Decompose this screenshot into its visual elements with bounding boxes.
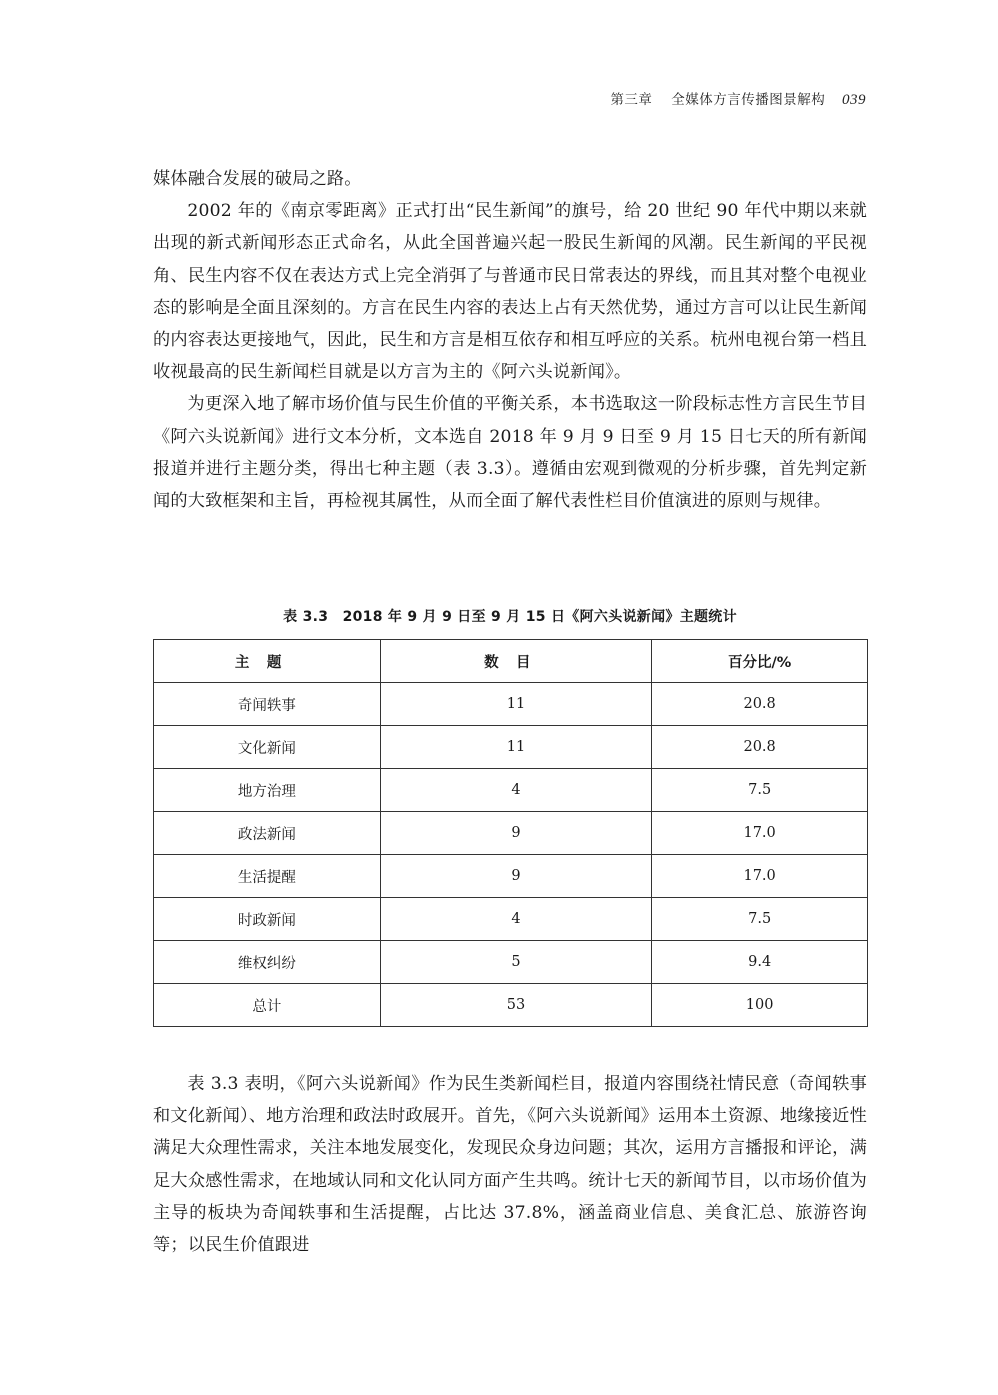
cell-topic: 时政新闻 — [154, 898, 381, 941]
cell-topic: 总计 — [154, 984, 381, 1027]
cell-count: 11 — [380, 726, 652, 769]
chapter-label: 第三章 — [610, 92, 653, 108]
table-header-row — [154, 640, 868, 683]
table-row — [154, 683, 868, 726]
cell-percent: 20.8 — [652, 726, 868, 769]
cell-count: 4 — [380, 898, 652, 941]
cell-topic: 政法新闻 — [154, 812, 381, 855]
header-percent: 百分比/% — [652, 640, 868, 683]
cell-count: 4 — [380, 769, 652, 812]
topic-statistics-table — [153, 639, 868, 1027]
body-text-before-table — [153, 163, 867, 517]
cell-percent: 17.0 — [652, 855, 868, 898]
header-count: 数目 — [380, 640, 652, 683]
cell-topic: 维权纠纷 — [154, 941, 381, 984]
paragraph: 为更深入地了解市场价值与民生价值的平衡关系，本书选取这一阶段标志性方言民生节目《阿六头说新闻》进行文本分析，文本选自 2018 年 9 月 9 日至 9 月 15 日七天的所有新闻报道并进行主题分类，得出七种主题（表 3.3）。遵循由宏观到微观的分析步骤，首先判定新闻的大致框架和主旨，再检视其属性，从而全面了解代表性栏目价值演进的原则与规律。 — [153, 394, 867, 512]
cell-percent: 7.5 — [652, 898, 868, 941]
table-row — [154, 769, 868, 812]
paragraph: 媒体融合发展的破局之路。 — [153, 169, 362, 189]
cell-count: 11 — [380, 683, 652, 726]
cell-percent: 7.5 — [652, 769, 868, 812]
cell-percent: 100 — [652, 984, 868, 1027]
cell-count: 9 — [380, 812, 652, 855]
cell-topic: 文化新闻 — [154, 726, 381, 769]
cell-count: 5 — [380, 941, 652, 984]
table-caption: 表 3.3 2018 年 9 月 9 日至 9 月 15 日《阿六头说新闻》主题统计 — [283, 609, 737, 625]
page-number: 039 — [842, 92, 866, 108]
table-row — [154, 812, 868, 855]
table-row — [154, 941, 868, 984]
cell-percent: 9.4 — [652, 941, 868, 984]
chapter-title: 全媒体方言传播图景解构 — [671, 92, 826, 108]
table-row — [154, 726, 868, 769]
cell-count: 53 — [380, 984, 652, 1027]
cell-percent: 20.8 — [652, 683, 868, 726]
body-text-after-table — [153, 1068, 867, 1261]
running-header — [610, 88, 866, 109]
cell-percent: 17.0 — [652, 812, 868, 855]
cell-topic: 地方治理 — [154, 769, 381, 812]
cell-count: 9 — [380, 855, 652, 898]
cell-topic: 生活提醒 — [154, 855, 381, 898]
paragraph: 2002 年的《南京零距离》正式打出“民生新闻”的旗号，给 20 世纪 90 年代中期以来就出现的新式新闻形态正式命名，从此全国普遍兴起一股民生新闻的风潮。民生新闻的平民视角、民生内容不仅在表达方式上完全消弭了与普通市民日常表达的界线，而且其对整个电视业态的影响是全面且深刻的。方言在民生内容的表达上占有天然优势，通过方言可以让民生新闻的内容表达更接地气，因此，民生和方言是相互依存和相互呼应的关系。杭州电视台第一档且收视最高的民生新闻栏目就是以方言为主的《阿六头说新闻》。 — [153, 201, 867, 383]
paragraph: 表 3.3 表明，《阿六头说新闻》作为民生类新闻栏目，报道内容围绕社情民意（奇闻轶事和文化新闻）、地方治理和政法时政展开。首先，《阿六头说新闻》运用本土资源、地缘接近性满足大众理性需求，关注本地发展变化，发现民众身边问题；其次，运用方言播报和评论，满足大众感性需求，在地域认同和文化认同方面产生共鸣。统计七天的新闻节目，以市场价值为主导的板块为奇闻轶事和生活提醒，占比达 37.8%，涵盖商业信息、美食汇总、旅游咨询等；以民生价值跟进 — [153, 1074, 867, 1256]
cell-topic: 奇闻轶事 — [154, 683, 381, 726]
table-row — [154, 855, 868, 898]
header-topic: 主题 — [154, 640, 381, 683]
table-row — [154, 898, 868, 941]
table-total-row — [154, 984, 868, 1027]
